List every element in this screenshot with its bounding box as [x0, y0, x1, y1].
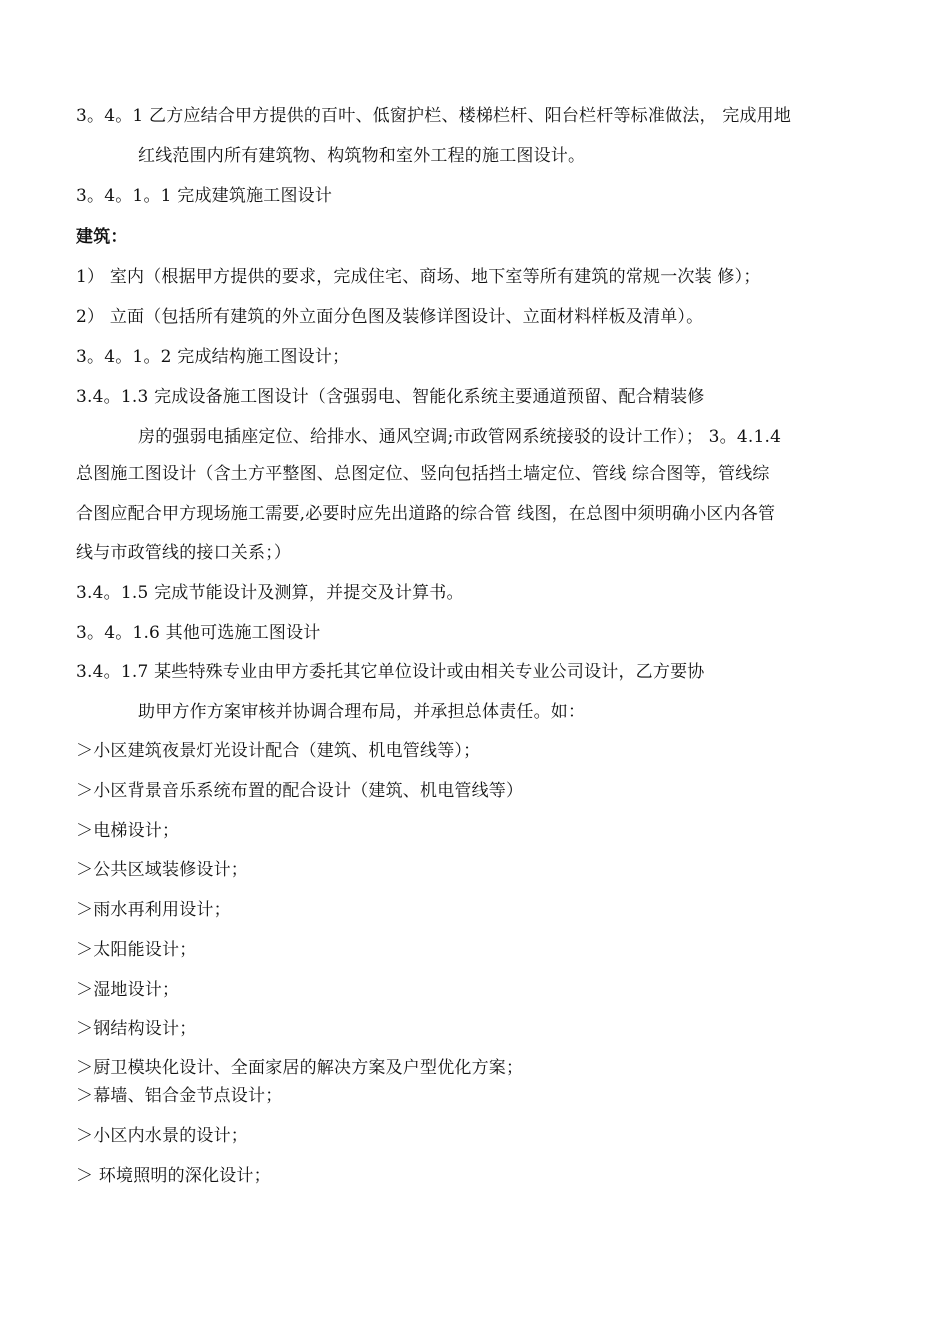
list-item: ＞小区内水景的设计；	[76, 1126, 248, 1146]
list-item: ＞雨水再利用设计；	[76, 900, 231, 920]
text-line: 总图施工图设计（含土方平整图、总图定位、竖向包括挡土墙定位、管线 综合图等，管线综	[76, 464, 770, 484]
text-line: 3。4。1.6 其他可选施工图设计	[76, 623, 321, 643]
text-line: 3.4。1.5 完成节能设计及测算，并提交及计算书。	[76, 583, 464, 603]
text-line: 线与市政管线的接口关系；）	[76, 543, 292, 563]
text-line: 3。4。1 乙方应结合甲方提供的百叶、低窗护栏、楼梯栏杆、阳台栏杆等标准做法， 完成用地	[76, 106, 792, 126]
text-line: 合图应配合甲方现场施工需要,必要时应先出道路的综合管 线图，在总图中须明确小区内各管	[76, 504, 776, 524]
text-line: 3。4。1。2 完成结构施工图设计；	[76, 347, 350, 367]
text-line: 2） 立面（包括所有建筑的外立面分色图及装修详图设计、立面材料样板及清单）。	[76, 307, 704, 327]
list-item: ＞幕墙、铝合金节点设计；	[76, 1086, 283, 1106]
list-item: ＞太阳能设计；	[76, 940, 197, 960]
text-line: 助甲方作方案审核并协调合理布局，并承担总体责任。如：	[138, 702, 586, 722]
list-item: ＞电梯设计；	[76, 821, 180, 841]
text-line: 3.4。1.3 完成设备施工图设计（含强弱电、智能化系统主要通道预留、配合精装修	[76, 387, 705, 407]
list-item: ＞厨卫模块化设计、全面家居的解决方案及户型优化方案；	[76, 1058, 524, 1078]
text-line: 3。4。1。1 完成建筑施工图设计	[76, 186, 333, 206]
text-line: 1） 室内（根据甲方提供的要求，完成住宅、商场、地下室等所有建筑的常规一次装 修）；	[76, 267, 761, 287]
list-item: ＞ 环境照明的深化设计；	[76, 1166, 271, 1186]
list-item: ＞湿地设计；	[76, 980, 180, 1000]
text-line: 3.4。1.7 某些特殊专业由甲方委托其它单位设计或由相关专业公司设计，乙方要协	[76, 662, 705, 682]
list-item: ＞公共区域装修设计；	[76, 860, 248, 880]
list-item: ＞小区建筑夜景灯光设计配合（建筑、机电管线等）；	[76, 741, 481, 761]
list-item: ＞小区背景音乐系统布置的配合设计（建筑、机电管线等）	[76, 781, 524, 801]
section-heading: 建筑：	[76, 227, 128, 247]
text-line: 房的强弱电插座定位、给排水、通风空调;市政管网系统接驳的设计工作）； 3。4.1.4	[138, 427, 782, 447]
list-item: ＞钢结构设计；	[76, 1019, 197, 1039]
text-line: 红线范围内所有建筑物、构筑物和室外工程的施工图设计。	[138, 146, 586, 166]
